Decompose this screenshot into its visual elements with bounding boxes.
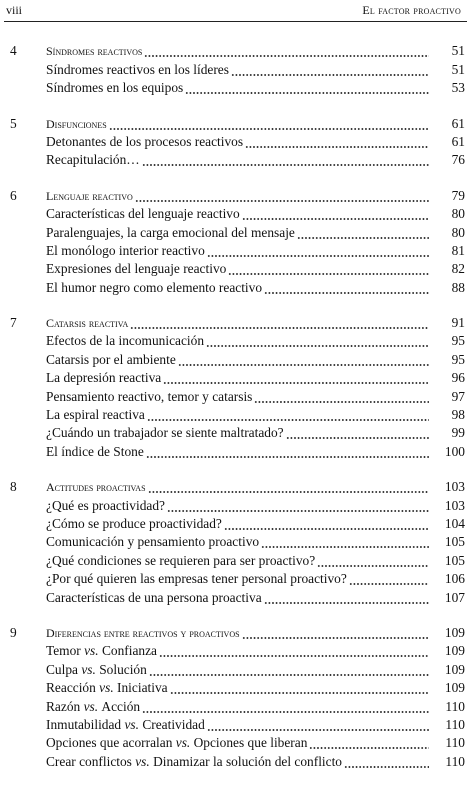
toc-entry: [0, 222, 471, 240]
chapter-title: Disfunciones: [46, 116, 107, 131]
entry-page-number: 97: [429, 389, 471, 405]
entry-title: Detonantes de los procesos reactivos: [46, 133, 244, 149]
toc-chapter-heading: [0, 113, 471, 131]
toc-entry: [0, 441, 471, 459]
toc-entry: [0, 204, 471, 222]
toc-entry: [0, 405, 471, 423]
toc-chapter-heading: [0, 623, 471, 641]
entry-page-number: 109: [429, 680, 471, 696]
toc-entry: [0, 495, 471, 513]
entry-title: Crear conflictos vs. Dinamizar la solución del conflicto: [46, 753, 342, 769]
toc-entry: [0, 241, 471, 259]
entry-title: ¿Qué es proactividad?: [46, 497, 165, 513]
chapter-number: 6: [10, 187, 17, 203]
dot-leader: [178, 351, 429, 367]
toc-chapter: [0, 185, 471, 295]
entry-title: ¿Por qué quieren las empresas tener personal proactivo?: [46, 571, 347, 587]
toc-entry: [0, 259, 471, 277]
entry-title: Catarsis por el ambiente: [46, 351, 176, 367]
dot-leader: [207, 242, 429, 258]
toc-entry: [0, 514, 471, 532]
entry-page-number: 95: [429, 352, 471, 368]
table-of-contents: [0, 41, 471, 787]
dot-leader: [148, 478, 429, 494]
dot-leader: [242, 624, 429, 640]
toc-chapter: [0, 41, 471, 96]
entry-page-number: 106: [429, 571, 471, 587]
dot-leader: [167, 497, 429, 513]
chapter-title: Catarsis reactiva: [46, 316, 129, 331]
entry-page-number: 53: [429, 80, 471, 96]
dot-leader: [349, 570, 429, 586]
chapter-number: 9: [10, 624, 17, 640]
entry-page-number: 109: [429, 643, 471, 659]
entry-page-number: 76: [429, 152, 471, 168]
chapter-title: Lenguaje reactivo: [46, 188, 133, 203]
toc-entry: [0, 569, 471, 587]
toc-entry: [0, 715, 471, 733]
toc-entry: [0, 696, 471, 714]
entry-page-number: 110: [429, 735, 471, 751]
dot-leader: [144, 42, 429, 58]
chapter-number: 8: [10, 479, 17, 495]
toc-entry: [0, 331, 471, 349]
entry-title: Reacción vs. Iniciativa: [46, 680, 168, 696]
dot-leader: [146, 443, 429, 459]
toc-entry: [0, 277, 471, 295]
toc-entry: [0, 751, 471, 769]
entry-page-number: 81: [429, 243, 471, 259]
entry-page-number: 80: [429, 206, 471, 222]
toc-entry: [0, 659, 471, 677]
dot-leader: [163, 369, 429, 385]
entry-title: El humor negro como elemento reactivo: [46, 279, 263, 295]
entry-title: Pensamiento reactivo, temor y catarsis: [46, 388, 253, 404]
entry-page-number: 110: [429, 754, 471, 770]
dot-leader: [231, 61, 429, 77]
entry-page-number: 103: [429, 498, 471, 514]
toc-entry: [0, 550, 471, 568]
entry-title: Culpa vs. Solución: [46, 661, 147, 677]
entry-page-number: 82: [429, 261, 471, 277]
entry-page-number: 110: [429, 699, 471, 715]
page-number-label: viii: [6, 3, 23, 17]
dot-leader: [286, 424, 429, 440]
toc-entry: [0, 59, 471, 77]
entry-title: Paralenguajes, la carga emocional del mensaje: [46, 224, 295, 240]
entry-page-number: 105: [429, 553, 471, 569]
toc-entry: [0, 678, 471, 696]
toc-chapter-heading: [0, 313, 471, 331]
chapter-page-number: 51: [429, 43, 471, 59]
chapter-title: Diferencias entre reactivos y proactivos: [46, 625, 240, 640]
running-title: El factor proactivo: [362, 3, 461, 17]
toc-entry: [0, 349, 471, 367]
dot-leader: [135, 187, 429, 203]
entry-page-number: 109: [429, 662, 471, 678]
toc-entry: [0, 150, 471, 168]
toc-entry: [0, 78, 471, 96]
entry-title: La depresión reactiva: [46, 370, 162, 386]
dot-leader: [147, 406, 429, 422]
chapter-number: 7: [10, 315, 17, 331]
dot-leader: [264, 589, 429, 605]
entry-title: La espiral reactiva: [46, 407, 145, 423]
entry-page-number: 95: [429, 333, 471, 349]
entry-page-number: 98: [429, 407, 471, 423]
entry-page-number: 80: [429, 225, 471, 241]
entry-title: El monólogo interior reactivo: [46, 242, 205, 258]
entry-page-number: 107: [429, 590, 471, 606]
dot-leader: [297, 224, 429, 240]
toc-chapter-heading: [0, 477, 471, 495]
dot-leader: [142, 151, 429, 167]
toc-entry: [0, 532, 471, 550]
entry-page-number: 100: [429, 444, 471, 460]
entry-title: Recapitulación…: [46, 152, 140, 168]
entry-title: Expresiones del lenguaje reactivo: [46, 261, 227, 277]
toc-chapter: [0, 313, 471, 460]
entry-title: ¿Cómo se produce proactividad?: [46, 515, 222, 531]
entry-title: El índice de Stone: [46, 443, 144, 459]
entry-title: Razón vs. Acción: [46, 698, 141, 714]
dot-leader: [309, 734, 429, 750]
dot-leader: [242, 205, 429, 221]
header-rule: [4, 21, 467, 22]
toc-chapter-heading: [0, 41, 471, 59]
entry-title: Comunicación y pensamiento proactivo: [46, 534, 260, 550]
dot-leader: [130, 314, 429, 330]
dot-leader: [159, 642, 429, 658]
entry-title: ¿Qué condiciones se requieren para ser proactivo?: [46, 552, 316, 568]
chapter-page-number: 103: [429, 479, 471, 495]
entry-title: Síndromes en los equipos: [46, 80, 184, 96]
toc-entry: [0, 386, 471, 404]
toc-entry: [0, 733, 471, 751]
chapter-page-number: 109: [429, 625, 471, 641]
entry-page-number: 61: [429, 134, 471, 150]
entry-title: Opciones que acorralan vs. Opciones que liberan: [46, 735, 308, 751]
toc-chapter-heading: [0, 185, 471, 203]
dot-leader: [149, 661, 429, 677]
entry-page-number: 104: [429, 516, 471, 532]
entry-title: Efectos de la incomunicación: [46, 333, 205, 349]
chapter-page-number: 61: [429, 116, 471, 132]
toc-chapter: [0, 477, 471, 606]
chapter-number: 4: [10, 43, 17, 59]
chapter-page-number: 79: [429, 188, 471, 204]
chapter-number: 5: [10, 115, 17, 131]
entry-title: Inmutabilidad vs. Creatividad: [46, 716, 205, 732]
entry-page-number: 51: [429, 62, 471, 78]
toc-entry: [0, 368, 471, 386]
entry-page-number: 88: [429, 280, 471, 296]
dot-leader: [142, 698, 429, 714]
dot-leader: [185, 79, 429, 95]
toc-entry: [0, 587, 471, 605]
dot-leader: [317, 552, 429, 568]
chapter-title: Actitudes proactivas: [46, 480, 146, 495]
dot-leader: [254, 388, 429, 404]
dot-leader: [206, 332, 429, 348]
entry-title: Características del lenguaje reactivo: [46, 206, 240, 222]
dot-leader: [207, 716, 429, 732]
entry-page-number: 110: [429, 717, 471, 733]
toc-chapter: [0, 623, 471, 770]
dot-leader: [109, 115, 429, 131]
entry-title: Características de una persona proactiva: [46, 589, 262, 605]
dot-leader: [228, 260, 429, 276]
toc-entry: [0, 423, 471, 441]
entry-title: ¿Cuándo un trabajador se siente maltratado?: [46, 425, 284, 441]
toc-chapter: [0, 113, 471, 168]
entry-page-number: 96: [429, 370, 471, 386]
running-header: [6, 3, 461, 19]
chapter-page-number: 91: [429, 315, 471, 331]
entry-title: Síndromes reactivos en los líderes: [46, 61, 229, 77]
toc-entry: [0, 132, 471, 150]
dot-leader: [344, 753, 429, 769]
dot-leader: [224, 515, 429, 531]
entry-title: Temor vs. Confianza: [46, 643, 157, 659]
entry-page-number: 99: [429, 425, 471, 441]
chapter-title: Síndromes reactivos: [46, 44, 143, 59]
dot-leader: [264, 279, 429, 295]
dot-leader: [245, 133, 429, 149]
dot-leader: [261, 533, 429, 549]
dot-leader: [170, 679, 429, 695]
entry-page-number: 105: [429, 534, 471, 550]
toc-entry: [0, 641, 471, 659]
